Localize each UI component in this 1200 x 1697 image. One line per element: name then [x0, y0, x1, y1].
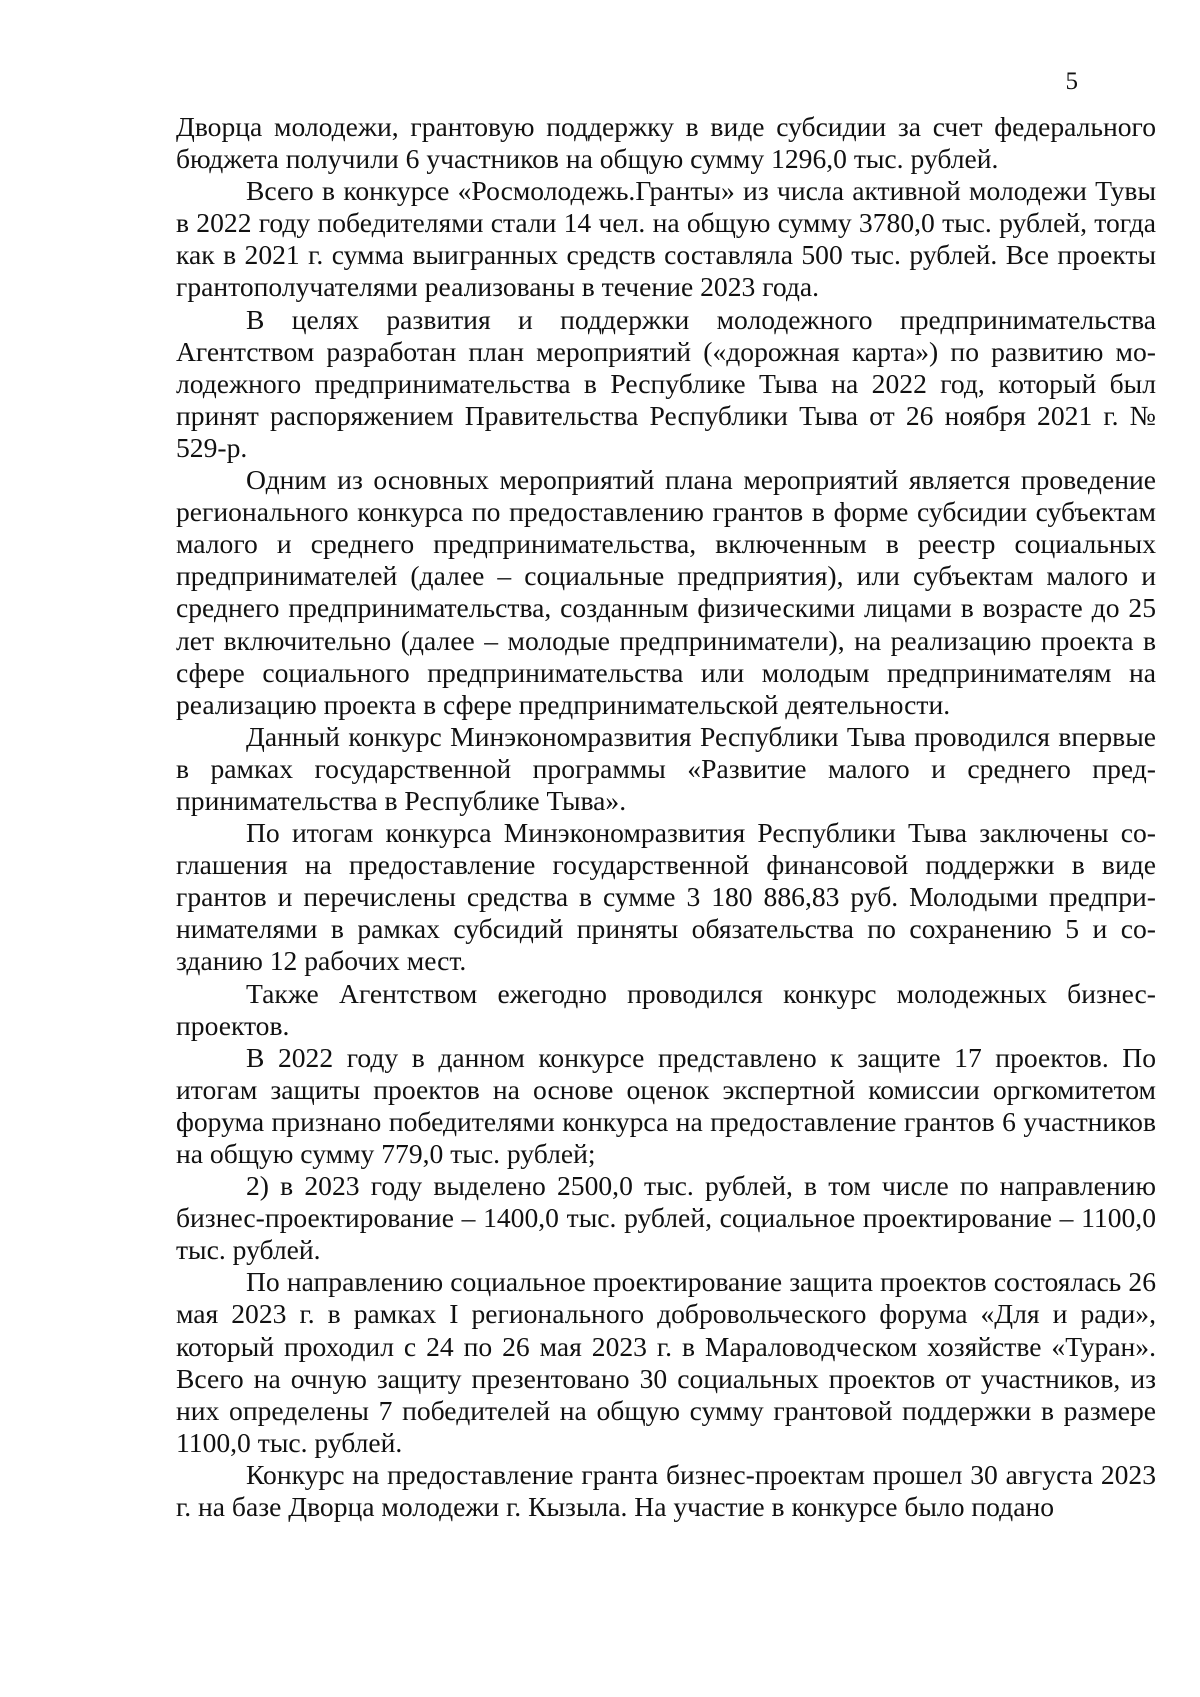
- paragraph: Всего в конкурсе «Росмолодежь.Гранты» из числа активной молодежи Тувы в 2022 году победителями стали 14 чел. на общую сумму 3780,0 тыс. рублей, тогда как в 2021 г. сумма выигранных средств составляла 500 тыс. рублей. Все проекты грантополучателями реализованы в течение 2023 года.: [176, 175, 1156, 303]
- paragraph: По итогам конкурса Минэкономразвития Республики Тыва заключены соглашения на предоставление государственной финансовой поддержки в виде грантов и перечислены средства в сумме 3 180 886,83 руб. Молодыми предпринимателями в рамках субсидий приняты обязательства по сохранению 5 и созданию 12 рабочих мест.: [176, 817, 1156, 977]
- paragraph: Конкурс на предоставление гранта бизнес-проектам прошел 30 августа 2023 г. на базе Дворца молодежи г. Кызыла. На участие в конкурсе было подано: [176, 1458, 1156, 1523]
- page-number: 5: [1065, 68, 1078, 95]
- document-body: [176, 111, 1156, 1523]
- paragraph: В целях развития и поддержки молодежного предпринимательства Агентством разработан план мероприятий («дорожная карта») по развитию молодежного предпринимательства в Республике Тыва на 2022 год, который был принят распоряжением Правительства Республики Тыва от 26 ноября 2021 г. № 529-р.: [176, 303, 1156, 463]
- paragraph: По направлению социальное проектирование защита проектов состоялась 26 мая 2023 г. в рамках I регионального добровольческого форума «Для и ради», который проходил с 24 по 26 мая 2023 г. в Мараловодческом хозяйстве «Туран». Всего на очную защиту презентовано 30 социальных проектов от участников, из них определены 7 победителей на общую сумму грантовой поддержки в размере 1100,0 тыс. рублей.: [176, 1266, 1156, 1458]
- paragraph: Дворца молодежи, грантовую поддержку в виде субсидии за счет федерального бюджета получили 6 участников на общую сумму 1296,0 тыс. рублей.: [176, 111, 1156, 175]
- paragraph: 2) в 2023 году выделено 2500,0 тыс. рублей, в том числе по направлению бизнес-проектирование – 1400,0 тыс. рублей, социальное проектирование – 1100,0 тыс. рублей.: [176, 1170, 1156, 1266]
- paragraph: В 2022 году в данном конкурсе представлено к защите 17 проектов. По итогам защиты проектов на основе оценок экспертной комиссии оргкомитетом форума признано победителями конкурса на предоставление грантов 6 участников на общую сумму 779,0 тыс. рублей;: [176, 1041, 1156, 1169]
- paragraph: Данный конкурс Минэкономразвития Республики Тыва проводился впервые в рамках государственной программы «Развитие малого и среднего предпринимательства в Республике Тыва».: [176, 720, 1156, 816]
- paragraph: Одним из основных мероприятий плана мероприятий является проведение регионального конкурса по предоставлению грантов в форме субсидии субъектам малого и среднего предпринимательства, включенным в реестр социальных предпринимателей (далее – социальные предприятия), или субъектам малого и среднего предпринимательства, созданным физическими лицами в возрасте до 25 лет включительно (далее – молодые предприниматели), на реализацию проекта в сфере социального предпринимательства или молодым предпринимателям на реализацию проекта в сфере предпринимательской деятельности.: [176, 464, 1156, 720]
- paragraph: Также Агентством ежегодно проводился конкурс молодежных бизнес-проектов.: [176, 977, 1156, 1041]
